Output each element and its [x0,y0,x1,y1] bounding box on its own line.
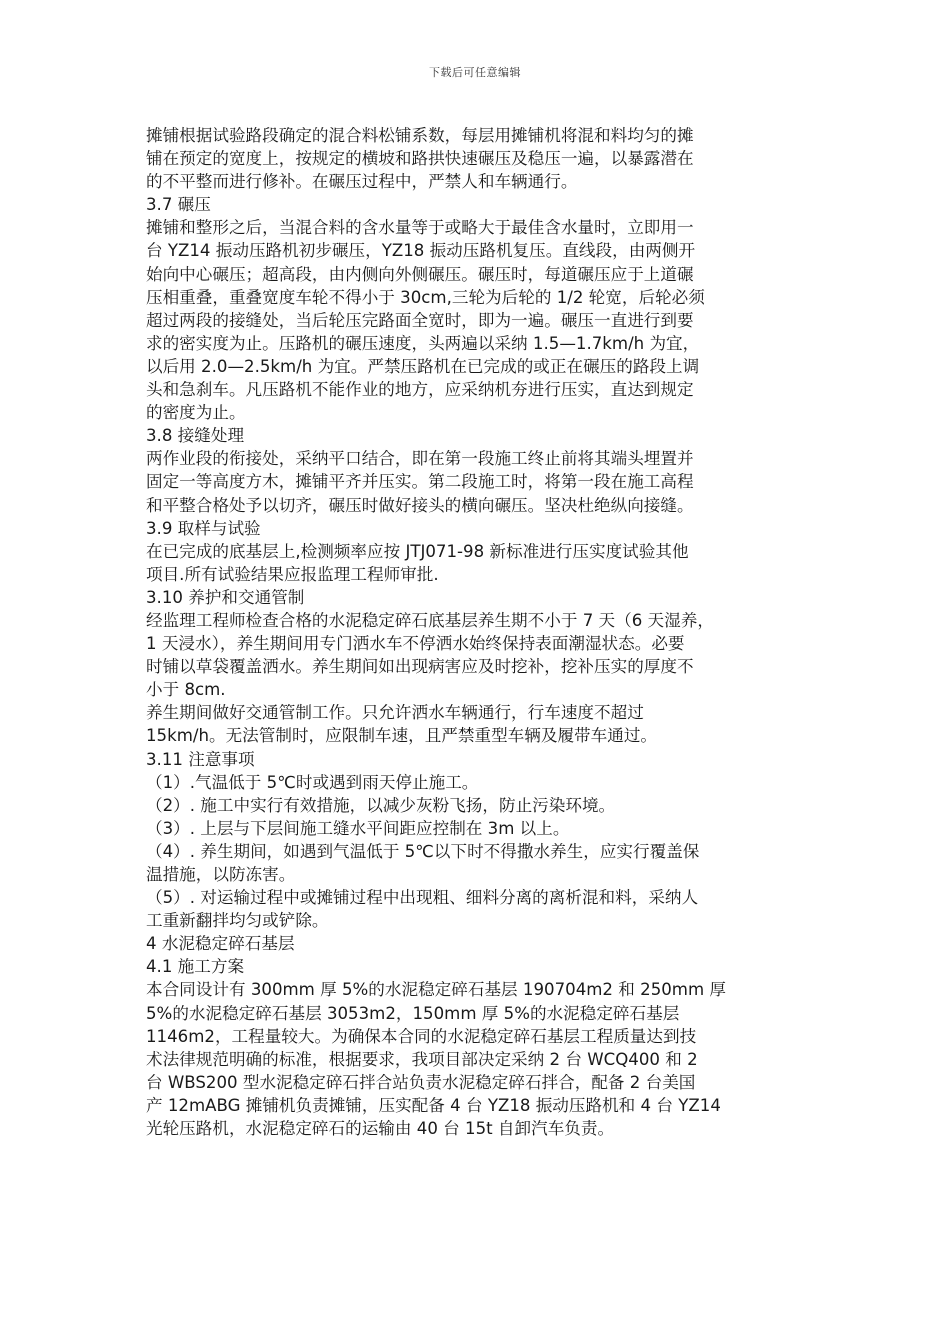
text-line: （5）. 对运输过程中或摊铺过程中出现粗、细料分离的离析混和料，采纳人 [146,888,699,908]
text-line: 工重新翻拌均匀或铲除。 [146,911,329,931]
text-line: （4）. 养生期间，如遇到气温低于 5℃以下时不得撒水养生，应实行覆盖保 [146,841,700,861]
text-line: 5%的水泥稳定碎石基层 3053m2，150mm 厚 5%的水泥稳定碎石基层 [146,1003,680,1023]
text-line: 时铺以草袋覆盖洒水。养生期间如出现病害应及时挖补，挖补压实的厚度不 [146,657,694,677]
text-line: 固定一等高度方木，摊铺平齐并压实。第二段施工时，将第一段在施工高程 [146,472,694,492]
text-line: 4 水泥稳定碎石基层 [146,934,295,954]
text-line: 台 YZ14 振动压路机初步碾压，YZ18 振动压路机复压。直线段，由两侧开 [146,241,696,261]
text-line: （1）.气温低于 5℃时或遇到雨天停止施工。 [146,772,479,792]
text-line: 经监理工程师检查合格的水泥稳定碎石底基层养生期不小于 7 天（6 天湿养， [146,610,714,630]
text-line: 1146m2，工程量较大。为确保本合同的水泥稳定碎石基层工程质量达到技 [146,1026,697,1046]
text-line: 摊铺和整形之后，当混合料的含水量等于或略大于最佳含水量时，立即用一 [146,218,694,238]
text-line: 超过两段的接缝处，当后轮压完路面全宽时，即为一遍。碾压一直进行到要 [146,310,694,330]
text-line: 3.10 养护和交通管制 [146,587,305,607]
page-header-note: 下载后可任意编辑 [429,66,521,79]
text-line: 在已完成的底基层上,检测频率应按 JTJ071-98 新标准进行压实度试验其他 [146,541,689,561]
text-line: 小于 8cm. [146,680,226,700]
text-line: 摊铺根据试验路段确定的混合料松铺系数，每层用摊铺机将混和料均匀的摊 [146,126,694,145]
text-line: 和平整合格处予以切齐，碾压时做好接头的横向碾压。坚决杜绝纵向接缝。 [146,495,694,515]
text-line: 求的密实度为止。压路机的碾压速度，头两遍以采纳 1.5—1.7km/h 为宜， [146,333,700,353]
text-line: 项目.所有试验结果应报监理工程师审批. [146,564,439,584]
text-line: 两作业段的衔接处，采纳平口结合，即在第一段施工终止前将其端头埋置并 [146,449,694,469]
text-line: 温措施，以防冻害。 [146,865,296,884]
text-line: 压相重叠，重叠宽度车轮不得小于 30cm,三轮为后轮的 1/2 轮宽，后轮必须 [146,287,705,307]
text-line: 产 12mABG 摊铺机负责摊铺，压实配备 4 台 YZ18 振动压路机和 4 台 YZ14 [146,1095,721,1115]
text-line: 始向中心碾压；超高段，由内侧向外侧碾压。碾压时，每道碾压应于上道碾 [146,264,694,284]
text-line: 头和急刹车。凡压路机不能作业的地方，应采纳机夯进行压实，直达到规定 [146,380,694,400]
text-line: 3.8 接缝处理 [146,426,245,446]
text-line: 养生期间做好交通管制工作。只允许洒水车辆通行，行车速度不超过 [146,703,644,723]
text-line: 以后用 2.0—2.5km/h 为宜。严禁压路机在已完成的或正在碾压的路段上调 [146,356,700,376]
text-line: 光轮压路机，水泥稳定碎石的运输由 40 台 15t 自卸汽车负责。 [146,1119,615,1139]
text-line: 铺在预定的宽度上，按规定的横坡和路拱快速碾压及稳压一遍，以暴露潜在 [146,149,694,169]
text-line: 的密度为止。 [146,403,246,423]
text-line: 3.9 取样与试验 [146,518,261,538]
text-line: 3.11 注意事项 [146,749,255,769]
text-line: （2）. 施工中实行有效措施，以减少灰粉飞扬，防止污染环境。 [146,795,616,815]
text-line: 1 天浸水），养生期间用专门洒水车不停洒水始终保持表面潮湿状态。必要 [146,634,685,654]
text-line: 术法律规范明确的标准，根据要求，我项目部决定采纳 2 台 WCQ400 和 2 [146,1049,698,1069]
text-line: （3）. 上层与下层间施工缝水平间距应控制在 3m 以上。 [146,818,570,838]
text-line: 的不平整而进行修补。在碾压过程中，严禁人和车辆通行。 [146,172,578,192]
text-line: 15km/h。无法管制时，应限制车速，且严禁重型车辆及履带车通过。 [146,726,658,746]
text-line: 4.1 施工方案 [146,957,245,977]
document-body [146,124,806,1140]
text-line: 台 WBS200 型水泥稳定碎石拌合站负责水泥稳定碎石拌合，配备 2 台美国 [146,1072,696,1092]
text-line: 3.7 碾压 [146,195,211,215]
text-line: 本合同设计有 300mm 厚 5%的水泥稳定碎石基层 190704m2 和 250mm 厚 [146,980,727,1000]
